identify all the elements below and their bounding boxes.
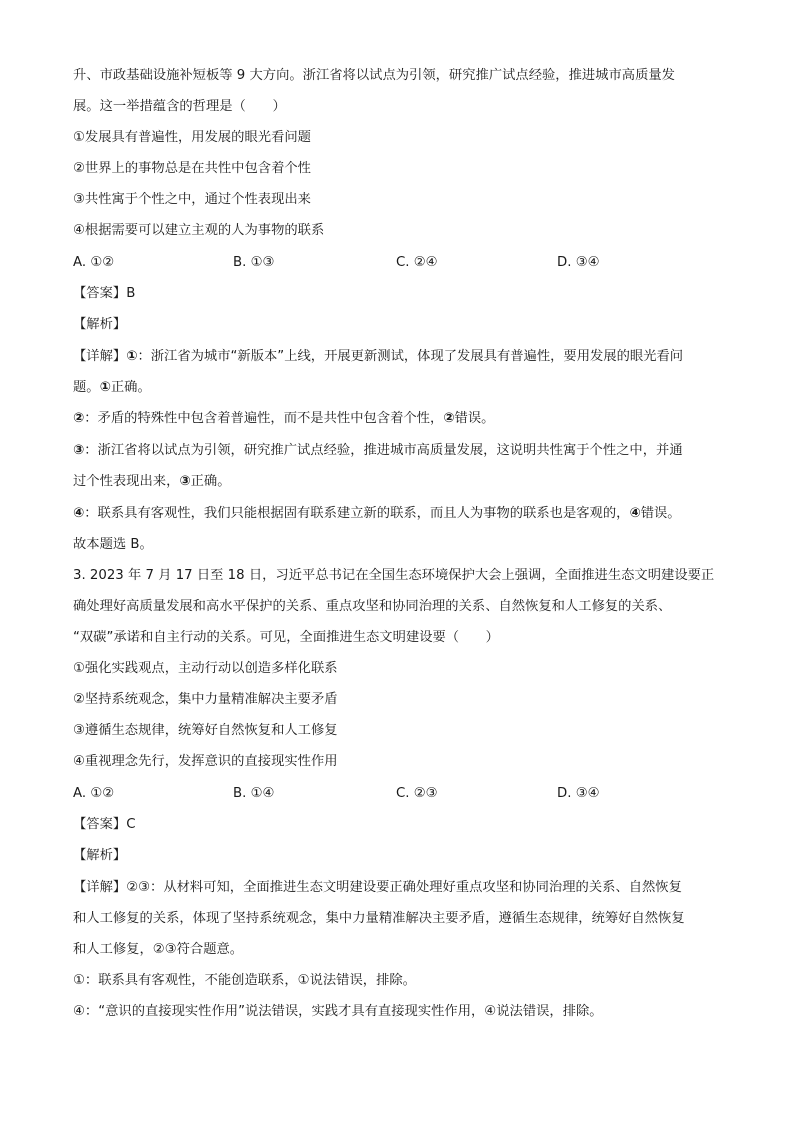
q3-detail-p1-line-1 xyxy=(73,878,733,898)
q3-stem-line-1: 3. 2023 年 7 月 17 日至 18 日，习近平总书记在全国生态环境保护大会上强调，全面推进生态文明建设要正 xyxy=(73,568,715,583)
detail-text: 正确。 xyxy=(190,474,231,489)
q3-option-b: B. ①④ xyxy=(233,786,275,801)
q3-detail-p3: ④：“意识的直接现实性作用”说法错误，实践才具有直接现实性作用，④说法错误，排除。 xyxy=(73,1004,603,1019)
detail-text: ：联系具有客观性，我们只能根据固有联系建立新的联系，而且人为事物的联系也是客观的， xyxy=(84,506,630,521)
q2-detail-p3-line-2 xyxy=(73,472,733,492)
detail-text: 题。 xyxy=(73,380,100,395)
detail-text: 过个性表现出来， xyxy=(73,474,180,489)
circled-number-2: ② xyxy=(443,411,455,426)
detail-text: 错误。 xyxy=(454,411,495,426)
circled-number-1: ① xyxy=(126,349,138,364)
q2-stem-line-2: 展。这一举措蕴含的哲理是（ ） xyxy=(73,99,286,114)
q2-detail-p1-line-2 xyxy=(73,378,733,398)
q3-detail-p1-line-3: 和人工修复，②③符合题意。 xyxy=(73,942,244,957)
q3-option-d: D. ③④ xyxy=(557,786,600,801)
q2-option-c: C. ②④ xyxy=(396,255,438,270)
q3-item-2: ②坚持系统观念，集中力量精准解决主要矛盾 xyxy=(73,692,338,707)
q2-stem-line-1: 升、市政基础设施补短板等 9 大方向。浙江省将以试点为引领，研究推广试点经验，推进城市高质量发 xyxy=(73,68,675,83)
detail-label: 【详解】 xyxy=(73,349,127,364)
detail-text: ②③：从材料可知，全面推进生态文明建设要正确处理好重点攻坚和协同治理的关系、自然恢复 xyxy=(126,880,682,895)
q3-item-4: ④重视理念先行，发挥意识的直接现实性作用 xyxy=(73,754,338,769)
circled-number-1: ① xyxy=(99,380,111,395)
q2-detail-p3-line-1 xyxy=(73,441,733,461)
q3-stem-line-2: 确处理好高质量发展和高水平保护的关系、重点攻坚和协同治理的关系、自然恢复和人工修复的关系、 xyxy=(73,599,672,614)
answer-value: B xyxy=(126,286,136,301)
detail-text: 正确。 xyxy=(110,380,151,395)
answer-value: C xyxy=(126,817,136,832)
detail-label: 【详解】 xyxy=(73,880,127,895)
q3-option-a: A. ①② xyxy=(73,786,115,801)
detail-text: ：浙江省将以试点为引领，研究推广试点经验，推进城市高质量发展，这说明共性寓于个性之中，并通 xyxy=(84,443,683,458)
q3-detail-p1-line-2: 和人工修复的关系，体现了坚持系统观念，集中力量精准解决主要矛盾，遵循生态规律，统筹好自然恢复 xyxy=(73,911,685,926)
q2-option-d: D. ③④ xyxy=(557,255,600,270)
q2-analysis-label: 【解析】 xyxy=(73,317,127,332)
q3-item-3: ③遵循生态规律，统筹好自然恢复和人工修复 xyxy=(73,723,338,738)
detail-text: ：浙江省为城市“新版本”上线，开展更新测试，体现了发展具有普遍性，要用发展的眼光看问 xyxy=(137,349,684,364)
q3-answer xyxy=(73,815,733,835)
q3-option-c: C. ②③ xyxy=(396,786,438,801)
q2-item-4: ④根据需要可以建立主观的人为事物的联系 xyxy=(73,223,325,238)
answer-label: 【答案】 xyxy=(73,286,127,301)
circled-number-4: ④ xyxy=(73,506,85,521)
circled-number-2: ② xyxy=(73,411,85,426)
q2-item-1: ①发展具有普遍性，用发展的眼光看问题 xyxy=(73,130,311,145)
q2-option-b: B. ①③ xyxy=(233,255,275,270)
q3-item-1: ①强化实践观点，主动行动以创造多样化联系 xyxy=(73,661,338,676)
q3-detail-p2: ①：联系具有客观性，不能创造联系，①说法错误，排除。 xyxy=(73,973,416,988)
circled-number-4: ④ xyxy=(629,506,641,521)
q2-detail-p2 xyxy=(73,409,733,429)
detail-text: ：矛盾的特殊性中包含着普遍性，而不是共性中包含着个性， xyxy=(84,411,444,426)
detail-text: 错误。 xyxy=(640,506,681,521)
circled-number-3: ③ xyxy=(179,474,191,489)
q2-answer xyxy=(73,284,733,304)
q2-detail-p4 xyxy=(73,504,733,524)
circled-number-3: ③ xyxy=(73,443,85,458)
q3-analysis-label: 【解析】 xyxy=(73,848,127,863)
q2-option-a: A. ①② xyxy=(73,255,115,270)
q2-conclusion: 故本题选 B。 xyxy=(73,537,153,552)
q2-item-2: ②世界上的事物总是在共性中包含着个性 xyxy=(73,161,311,176)
answer-label: 【答案】 xyxy=(73,817,127,832)
q2-item-3: ③共性寓于个性之中，通过个性表现出来 xyxy=(73,192,311,207)
q2-detail-p1-line-1 xyxy=(73,347,733,367)
q3-stem-line-3: “双碳”承诺和自主行动的关系。可见，全面推进生态文明建设要（ ） xyxy=(73,630,499,645)
